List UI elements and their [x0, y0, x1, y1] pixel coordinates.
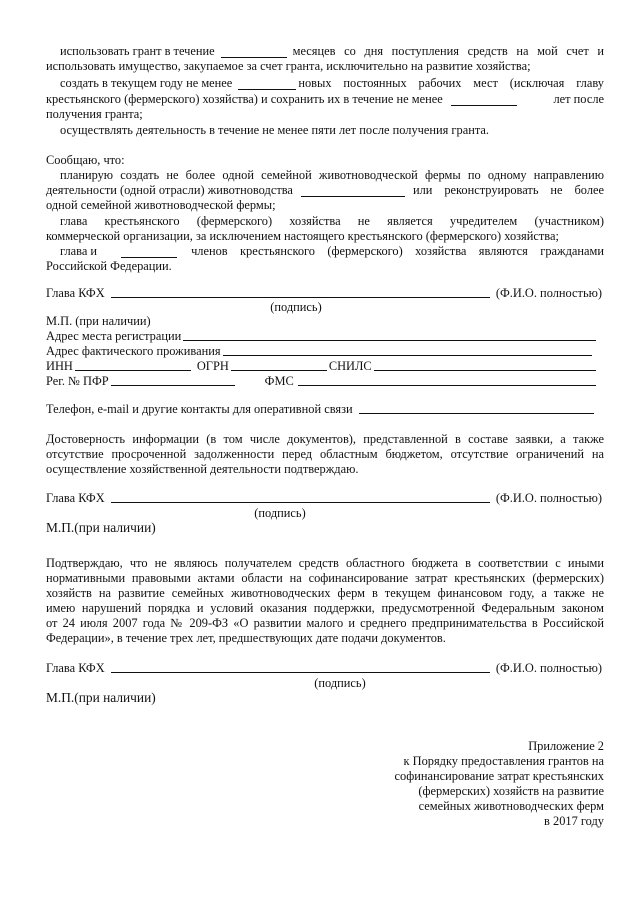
- months-blank: [221, 56, 287, 58]
- intro-text: новых постоянных рабочих мест (исключая главу: [298, 76, 604, 90]
- ogrn-label: ОГРН: [196, 359, 229, 373]
- inn-blank: [75, 369, 191, 371]
- appendix-title: Приложение 2: [528, 739, 604, 753]
- years-blank: [451, 104, 517, 106]
- appendix-line-6: в 2017 году: [544, 814, 604, 828]
- fio-blank: [111, 296, 490, 298]
- report-text: деятельности (одной отрасли) животноводства: [46, 183, 293, 197]
- sign-label: (подпись): [314, 676, 366, 690]
- ogrn-blank: [231, 369, 327, 371]
- actual-address-field: [46, 344, 594, 358]
- confirm2-line-1: Подтверждаю, что не являюсь получателем средств областного бюджета в соответствии с иными: [46, 556, 604, 570]
- intro-text: лет после: [553, 92, 604, 106]
- confirm2-line-2: нормативными правовыми актами области на софинансирование затрат крестьянских (фермерских): [46, 571, 604, 585]
- jobs-blank: [238, 88, 296, 90]
- signature-line-2: [46, 491, 602, 505]
- fio-label: (Ф.И.О. полностью): [495, 286, 602, 300]
- fio-blank: [111, 501, 490, 503]
- signature-line-1: [46, 286, 602, 300]
- intro-text: месяцев со дня поступления средств на мой счет и: [292, 44, 604, 58]
- reg-address-blank: [183, 339, 596, 341]
- intro-text: крестьянского (фермерского) хозяйства) и сохранить их в течение не менее: [46, 92, 443, 106]
- stamp-label: М.П.(при наличии): [46, 520, 156, 535]
- intro-line-6: осуществлять деятельность в течение не менее пяти лет после получения гранта.: [60, 123, 490, 137]
- stamp-label: М.П.(при наличии): [46, 690, 156, 705]
- snils-label: СНИЛС: [328, 359, 372, 373]
- ids-field: [46, 359, 598, 373]
- intro-text: использовать грант в течение: [60, 44, 215, 58]
- intro-line-3: [60, 76, 604, 90]
- fio-blank: [111, 671, 490, 673]
- intro-line-5: получения гранта;: [46, 107, 143, 121]
- fms-label: ФМС: [264, 374, 294, 388]
- contacts-blank: [359, 412, 594, 414]
- report-text: или реконструировать не более: [412, 183, 604, 197]
- fio-label: (Ф.И.О. полностью): [495, 661, 602, 675]
- fms-blank: [298, 384, 596, 386]
- confirm2-line-6: Федерации», в течение трех лет, предшествующих дате подачи документов.: [46, 631, 446, 645]
- head-label: Глава КФХ: [46, 286, 105, 300]
- report-text: глава и: [60, 244, 98, 258]
- appendix-line-5: семейных животноводческих ферм: [418, 799, 604, 813]
- head-label: Глава КФХ: [46, 491, 105, 505]
- branch-blank: [301, 195, 405, 197]
- reg-address-label: Адрес места регистрации: [46, 329, 182, 343]
- contacts-label: Телефон, e-mail и другие контакты для оперативной связи: [46, 402, 353, 416]
- report-text: членов крестьянского (фермерского) хозяйства являются гражданами: [191, 244, 604, 258]
- fio-label: (Ф.И.О. полностью): [495, 491, 602, 505]
- actual-address-blank: [223, 354, 592, 356]
- confirm1-line-3: осуществление хозяйственной деятельности подтверждаю.: [46, 462, 359, 476]
- signature-line-3: [46, 661, 602, 675]
- report-p3-line-1: [60, 244, 604, 258]
- report-p1-line-1: планирую создать не более одной семейной животноводческой фермы по одному направлению: [60, 168, 604, 182]
- snils-blank: [374, 369, 596, 371]
- intro-text: создать в текущем году не менее: [60, 76, 233, 90]
- pfr-blank: [111, 384, 235, 386]
- confirm2-line-3: хозяйств на развитие семейных животноводческих ферм в текущем финансовом году, а также не: [46, 586, 604, 600]
- confirm2-line-5: от 24 июля 2007 года № 209-ФЗ «О развитии малого и среднего предпринимательства в Российской: [46, 616, 604, 630]
- report-p2-line-2: коммерческой организации, за исключением настоящего крестьянского (фермерского) хозяйства;: [46, 229, 559, 243]
- inn-label: ИНН: [46, 359, 73, 373]
- pfr-fms-field: [46, 374, 598, 388]
- intro-line-4: [46, 92, 604, 106]
- contacts-field: [46, 402, 596, 416]
- appendix-line-3: софинансирование затрат крестьянских: [394, 769, 604, 783]
- actual-address-label: Адрес фактического проживания: [46, 344, 221, 358]
- appendix-line-4: (фермерских) хозяйств на развитие: [418, 784, 604, 798]
- report-p1-line-2: [46, 183, 604, 197]
- report-heading: Сообщаю, что:: [46, 153, 125, 167]
- members-blank: [121, 256, 177, 258]
- reg-address-field: [46, 329, 598, 343]
- report-p1-line-3: одной семейной животноводческой фермы;: [46, 198, 276, 212]
- head-label: Глава КФХ: [46, 661, 105, 675]
- confirm1-line-1: Достоверность информации (в том числе документов), представленной в составе заявки, а также: [46, 432, 604, 446]
- stamp-label: М.П. (при наличии): [46, 314, 151, 328]
- confirm1-line-2: отсутствие просроченной задолженности перед областным бюджетом, отсутствие ограничений на: [46, 447, 604, 461]
- intro-line-2: использовать имущество, закупаемое за счет гранта, исключительно на развитие хозяйства;: [46, 59, 531, 73]
- sign-label: (подпись): [254, 506, 306, 520]
- appendix-line-2: к Порядку предоставления грантов на: [403, 754, 604, 768]
- report-p2-line-1: глава крестьянского (фермерского) хозяйства не является учредителем (участником): [60, 214, 604, 228]
- intro-line-1: [60, 44, 604, 58]
- pfr-label: Рег. № ПФР: [46, 374, 109, 388]
- confirm2-line-4: имею нарушений порядка и условий оказания поддержки, предусмотренной Федеральным законом: [46, 601, 604, 615]
- sign-label: (подпись): [270, 300, 322, 314]
- report-p3-line-2: Российской Федерации.: [46, 259, 172, 273]
